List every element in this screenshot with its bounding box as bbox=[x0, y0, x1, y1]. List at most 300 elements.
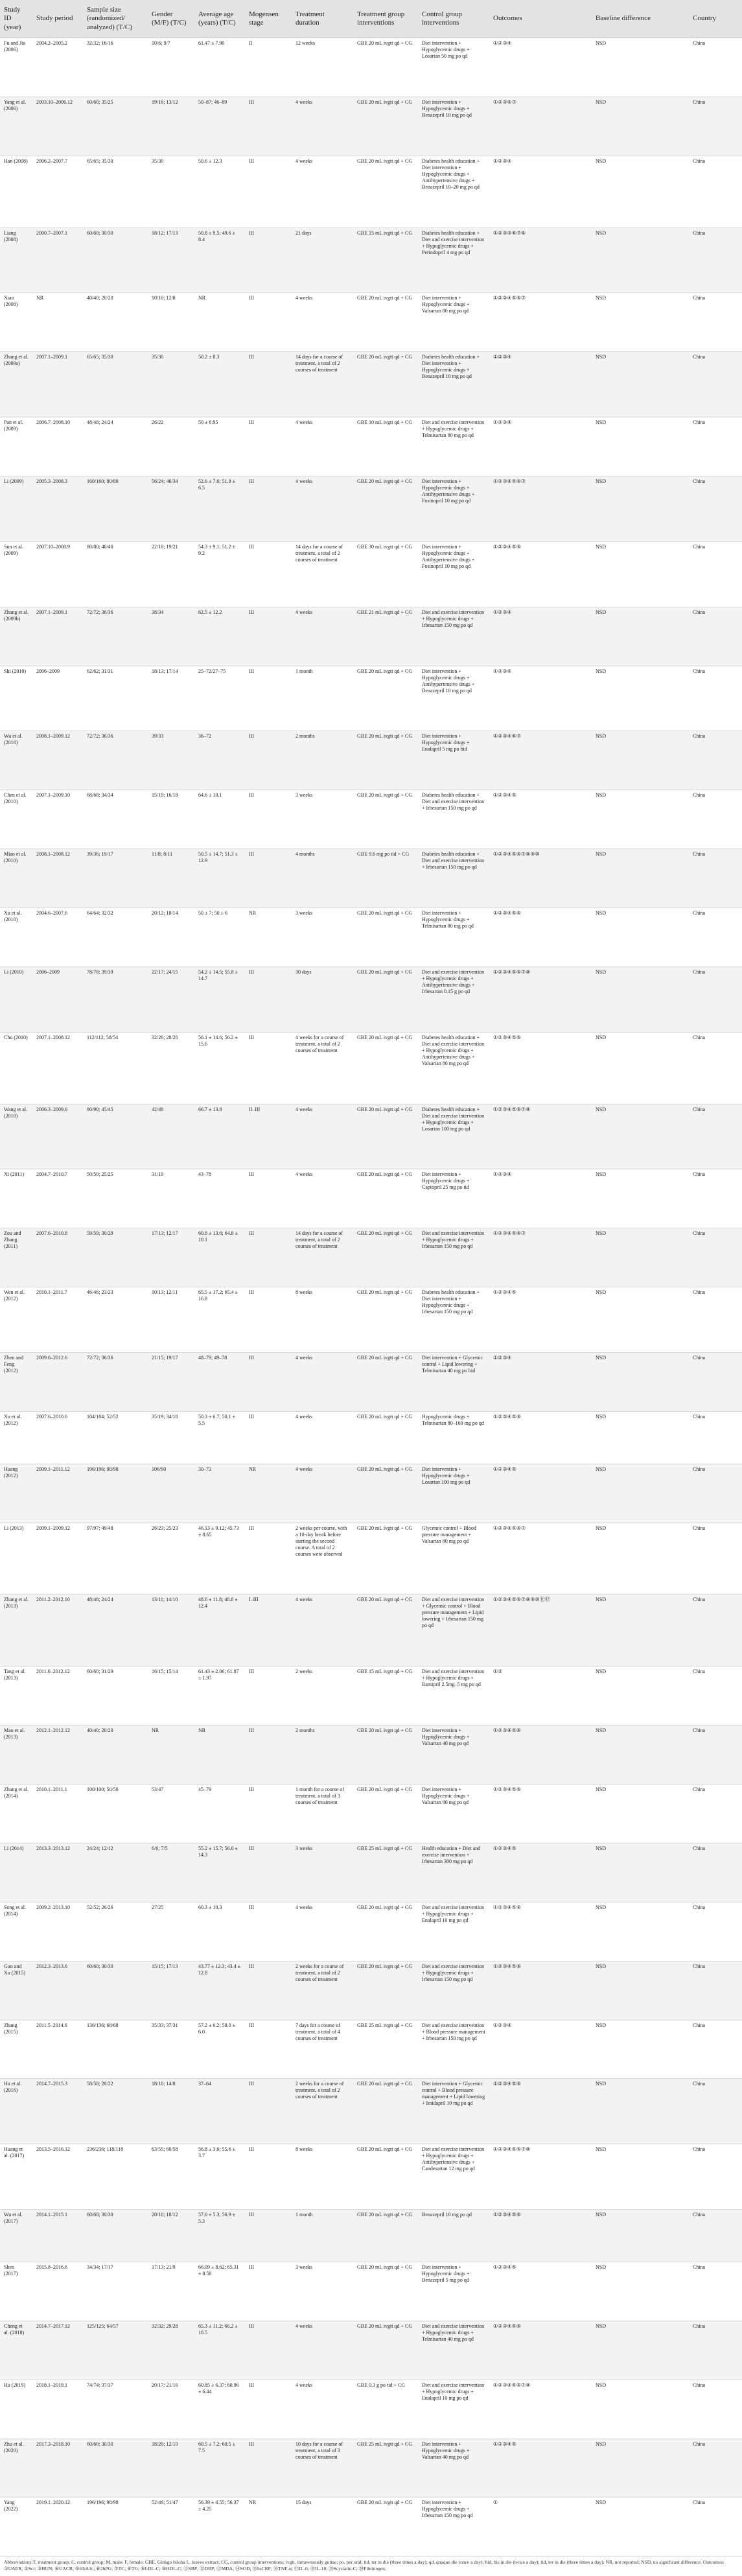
cell-sample-size: 80/80; 40/40 bbox=[83, 541, 148, 607]
table-row bbox=[0, 541, 742, 607]
cell-study-id: Shi (2010) bbox=[0, 666, 32, 731]
cell-study-period: 2004.2–2005.2 bbox=[32, 38, 83, 97]
cell-sample-size: 50/50; 25/25 bbox=[83, 1169, 148, 1228]
cell-study-id: Mao et al. (2013) bbox=[0, 1726, 32, 1785]
cell-average-age: 60.8 ± 13.6; 64.8 ± 10.1 bbox=[194, 1228, 245, 1287]
cell-gender: 22/17; 24/15 bbox=[148, 966, 194, 1032]
header-country: Country bbox=[689, 0, 742, 38]
cell-outcomes: ①②③④⑤⑥ bbox=[489, 2079, 592, 2144]
table-row bbox=[0, 1104, 742, 1169]
cell-control-group: Diet and exercise intervention + Hypoglycemic drugs + Enalapril 10 mg po qd bbox=[418, 1902, 489, 1961]
cell-sample-size: 72/72; 36/36 bbox=[83, 607, 148, 666]
cell-country: China bbox=[689, 1595, 742, 1667]
cell-treatment-group: GBE 20 mL ivgtt qd + CG bbox=[353, 2262, 418, 2321]
cell-mogensen-stage: III bbox=[245, 1353, 292, 1412]
cell-average-age: 61.43 ± 2.06; 61.87 ± 1.97 bbox=[194, 1667, 245, 1726]
cell-treatment-group: GBE 20 mL ivgtt qd + CG bbox=[353, 38, 418, 97]
table-row bbox=[0, 1726, 742, 1785]
table-row bbox=[0, 38, 742, 97]
cell-treatment-duration: 14 days for a course of treatment, a total of 2 courses of treatment bbox=[292, 1228, 353, 1287]
cell-control-group: Diet intervention + Hypoglycemic drugs + Benazepril 10 mg po qd bbox=[418, 97, 489, 156]
cell-study-period: 2004.6–2007.6 bbox=[32, 908, 83, 967]
cell-outcomes: ①②③④⑤⑥ bbox=[489, 1902, 592, 1961]
cell-treatment-group: GBE 21 mL ivgtt qd + CG bbox=[353, 607, 418, 666]
cell-control-group: Diabetes health education + Diet and exercise intervention + Irbesartan 150 mg po qd bbox=[418, 790, 489, 849]
cell-study-period: 2009.2–2013.10 bbox=[32, 1902, 83, 1961]
cell-control-group: Diet intervention + Hypoglycemic drugs + Telmisartan 80 mg po qd bbox=[418, 908, 489, 967]
cell-treatment-group: GBE 20 mL ivgtt qd + CG bbox=[353, 352, 418, 417]
cell-baseline-difference: NSD bbox=[592, 38, 689, 97]
cell-treatment-group: GBE 20 mL ivgtt qd + CG bbox=[353, 1104, 418, 1169]
table-row bbox=[0, 1353, 742, 1412]
cell-treatment-group: GBE 9.6 mg po tid + CG bbox=[353, 849, 418, 908]
cell-treatment-duration: 2 weeks bbox=[292, 1667, 353, 1726]
cell-control-group: Diet and exercise intervention + Hypoglycemic drugs + Ramipril 2.5mg–5 mg po qd bbox=[418, 1667, 489, 1726]
cell-outcomes: ①②③④ bbox=[489, 417, 592, 476]
cell-baseline-difference: NSD bbox=[592, 1353, 689, 1412]
cell-country: China bbox=[689, 849, 742, 908]
cell-country: China bbox=[689, 97, 742, 156]
cell-outcomes: ①②③④⑤⑥ bbox=[489, 1032, 592, 1104]
cell-baseline-difference: NSD bbox=[592, 790, 689, 849]
cell-control-group: Diet intervention + Hypoglycemic drugs + Losartan 100 mg po qd bbox=[418, 1464, 489, 1523]
cell-baseline-difference: NSD bbox=[592, 1464, 689, 1523]
cell-study-period: 2000.7–2007.1 bbox=[32, 228, 83, 293]
cell-study-id: Zhen and Feng (2012) bbox=[0, 1353, 32, 1412]
cell-control-group: Diet intervention + Hypoglycemic drugs + Enalapril 5 mg po bid bbox=[418, 731, 489, 790]
table-row bbox=[0, 966, 742, 1032]
cell-control-group: Diet and exercise intervention + Hypoglycemic drugs + Telmisartan 80 mg po qd bbox=[418, 417, 489, 476]
cell-average-age: 60.3 ± 10.3 bbox=[194, 1902, 245, 1961]
header-gender: Gender (M/F) (T/C) bbox=[148, 0, 194, 38]
cell-treatment-duration: 3 weeks bbox=[292, 908, 353, 967]
cell-treatment-duration: 15 days bbox=[292, 2498, 353, 2557]
cell-study-id: Xu et al. (2012) bbox=[0, 1411, 32, 1464]
cell-study-period: 2006.7–2008.10 bbox=[32, 417, 83, 476]
cell-country: China bbox=[689, 2210, 742, 2262]
cell-average-age: 50.8 ± 9.5; 49.6 ± 8.4 bbox=[194, 228, 245, 293]
cell-average-age: 50.6 ± 12.3 bbox=[194, 156, 245, 228]
cell-sample-size: 48/48; 24/24 bbox=[83, 417, 148, 476]
cell-control-group: Diet and exercise intervention + Hypoglycemic drugs + Irbesartan 150 mg po qd bbox=[418, 1228, 489, 1287]
cell-study-period: 2007.10–2008.9 bbox=[32, 541, 83, 607]
table-row bbox=[0, 1785, 742, 1844]
cell-study-id: Zhang (2015) bbox=[0, 2020, 32, 2079]
cell-average-age: 55.2 ± 15.7; 56.0 ± 14.3 bbox=[194, 1843, 245, 1902]
cell-baseline-difference: NSD bbox=[592, 1104, 689, 1169]
cell-sample-size: 60/60; 30/30 bbox=[83, 2210, 148, 2262]
cell-country: China bbox=[689, 908, 742, 967]
cell-study-period: 2003.10–2006.12 bbox=[32, 97, 83, 156]
cell-baseline-difference: NSD bbox=[592, 731, 689, 790]
table-row bbox=[0, 1032, 742, 1104]
cell-baseline-difference: NSD bbox=[592, 666, 689, 731]
cell-sample-size: 39/36; 19/17 bbox=[83, 849, 148, 908]
cell-treatment-duration: 1 month bbox=[292, 666, 353, 731]
cell-outcomes: ①②③⑥⑦ bbox=[489, 97, 592, 156]
cell-study-period: 2006–2009 bbox=[32, 966, 83, 1032]
cell-study-id: Zhang et al. (2009b) bbox=[0, 607, 32, 666]
cell-average-age: 54.2 ± 14.5; 55.8 ± 14.7 bbox=[194, 966, 245, 1032]
cell-outcomes: ①②③④⑤⑥ bbox=[489, 1411, 592, 1464]
cell-gender: 18/10; 14/8 bbox=[148, 2079, 194, 2144]
cell-baseline-difference: NSD bbox=[592, 1411, 689, 1464]
cell-treatment-duration: 14 days for a course of treatment, a total of 2 courses of treatment bbox=[292, 352, 353, 417]
cell-baseline-difference: NSD bbox=[592, 1785, 689, 1844]
cell-study-period: 2008.1–2009.12 bbox=[32, 731, 83, 790]
cell-gender: 18/13; 17/14 bbox=[148, 666, 194, 731]
cell-study-period: 2014.7–2017.12 bbox=[32, 2321, 83, 2380]
cell-average-age: 43.77 ± 12.3; 43.4 ± 12.8 bbox=[194, 1961, 245, 2020]
cell-sample-size: 196/196; 98/98 bbox=[83, 2498, 148, 2557]
cell-study-period: 2011.6–2012.12 bbox=[32, 1667, 83, 1726]
cell-baseline-difference: NSD bbox=[592, 849, 689, 908]
cell-treatment-duration: 14 days for a course of treatment, a total of 2 courses of treatment bbox=[292, 541, 353, 607]
table-row bbox=[0, 2210, 742, 2262]
cell-sample-size: 104/104; 52/52 bbox=[83, 1411, 148, 1464]
header-outcomes: Outcomes bbox=[489, 0, 592, 38]
cell-outcomes: ①②③④ bbox=[489, 1353, 592, 1412]
cell-country: China bbox=[689, 2321, 742, 2380]
cell-average-age: 48–79; 49–78 bbox=[194, 1353, 245, 1412]
cell-gender: 106/90 bbox=[148, 1464, 194, 1523]
cell-control-group: Diet intervention + Glycemic control + Blood pressure management + Lipid lowering + Imidapril 10 mg po qd bbox=[418, 2079, 489, 2144]
table-row bbox=[0, 1523, 742, 1595]
cell-study-period: 2012.1–2012.12 bbox=[32, 1726, 83, 1785]
cell-country: China bbox=[689, 1961, 742, 2020]
cell-outcomes: ① bbox=[489, 2498, 592, 2557]
cell-country: China bbox=[689, 293, 742, 352]
cell-gender: 10/6; 9/7 bbox=[148, 38, 194, 97]
cell-treatment-group: GBE 20 mL ivgtt qd + CG bbox=[353, 1726, 418, 1785]
cell-treatment-group: GBE 20 mL ivgtt qd + CG bbox=[353, 1032, 418, 1104]
cell-mogensen-stage: III bbox=[245, 1785, 292, 1844]
cell-sample-size: 72/72; 36/36 bbox=[83, 731, 148, 790]
cell-study-id: Zou and Zhang (2011) bbox=[0, 1228, 32, 1287]
cell-treatment-group: GBE 20 mL ivgtt qd + CG bbox=[353, 2079, 418, 2144]
cell-treatment-group: GBE 20 mL ivgtt qd + CG bbox=[353, 1287, 418, 1353]
cell-treatment-duration: 8 weeks bbox=[292, 2144, 353, 2210]
cell-baseline-difference: NSD bbox=[592, 2079, 689, 2144]
cell-average-age: 48.6 ± 11.8; 48.8 ± 12.4 bbox=[194, 1595, 245, 1667]
cell-control-group: Glycemic control + Blood pressure management + Valsartan 80 mg po qd bbox=[418, 1523, 489, 1595]
cell-average-age: 50 ± 8.95 bbox=[194, 417, 245, 476]
cell-mogensen-stage: NR bbox=[245, 2498, 292, 2557]
cell-study-id: Xi (2011) bbox=[0, 1169, 32, 1228]
cell-sample-size: 112/112; 58/54 bbox=[83, 1032, 148, 1104]
cell-average-age: NR bbox=[194, 293, 245, 352]
cell-average-age: 56.39 ± 4.55; 56.37 ± 4.25 bbox=[194, 2498, 245, 2557]
cell-study-period: 2006–2009 bbox=[32, 666, 83, 731]
cell-baseline-difference: NSD bbox=[592, 1726, 689, 1785]
cell-sample-size: 60/60; 30/30 bbox=[83, 1961, 148, 2020]
cell-country: China bbox=[689, 2439, 742, 2498]
cell-treatment-duration: 2 months bbox=[292, 1726, 353, 1785]
cell-gender: 6/6; 7/5 bbox=[148, 1843, 194, 1902]
cell-study-period: 2013.5–2016.12 bbox=[32, 2144, 83, 2210]
table-row bbox=[0, 1228, 742, 1287]
cell-treatment-duration: 4 weeks bbox=[292, 293, 353, 352]
table-row bbox=[0, 156, 742, 228]
cell-country: China bbox=[689, 1785, 742, 1844]
cell-mogensen-stage: III bbox=[245, 2439, 292, 2498]
cell-baseline-difference: NSD bbox=[592, 2498, 689, 2557]
cell-outcomes: ①② bbox=[489, 1667, 592, 1726]
cell-country: China bbox=[689, 1169, 742, 1228]
cell-study-id: Tang et al. (2013) bbox=[0, 1667, 32, 1726]
cell-mogensen-stage: III bbox=[245, 607, 292, 666]
cell-sample-size: 65/65; 35/30 bbox=[83, 156, 148, 228]
cell-treatment-group: GBE 20 mL ivgtt qd + CG bbox=[353, 2498, 418, 2557]
cell-gender: 63/55; 60/58 bbox=[148, 2144, 194, 2210]
cell-treatment-duration: 4 weeks bbox=[292, 1464, 353, 1523]
cell-study-id: Huang et al. (2017) bbox=[0, 2144, 32, 2210]
cell-treatment-group: GBE 20 mL ivgtt qd + CG bbox=[353, 908, 418, 967]
cell-mogensen-stage: III bbox=[245, 966, 292, 1032]
cell-control-group: Diet intervention + Hypoglycemic drugs + Valsartan 80 mg po qd bbox=[418, 293, 489, 352]
cell-country: China bbox=[689, 1411, 742, 1464]
cell-sample-size: 90/90; 45/45 bbox=[83, 1104, 148, 1169]
cell-study-period: 2011.2–2012.10 bbox=[32, 1595, 83, 1667]
cell-gender: 15/15; 17/13 bbox=[148, 1961, 194, 2020]
cell-average-age: 43–78 bbox=[194, 1169, 245, 1228]
cell-sample-size: 160/160; 80/80 bbox=[83, 476, 148, 542]
cell-mogensen-stage: III bbox=[245, 2079, 292, 2144]
cell-country: China bbox=[689, 2262, 742, 2321]
cell-mogensen-stage: III bbox=[245, 1287, 292, 1353]
cell-mogensen-stage: III bbox=[245, 476, 292, 542]
cell-average-age: 36–72 bbox=[194, 731, 245, 790]
cell-gender: 56/24; 46/34 bbox=[148, 476, 194, 542]
cell-study-id: Hu (2019) bbox=[0, 2380, 32, 2439]
cell-outcomes: ①②③④⑤⑥ bbox=[489, 2210, 592, 2262]
cell-average-age: 57.6 ± 5.3; 56.9 ± 5.3 bbox=[194, 2210, 245, 2262]
cell-mogensen-stage: III bbox=[245, 849, 292, 908]
cell-study-id: Huang (2012) bbox=[0, 1464, 32, 1523]
cell-treatment-group: GBE 25 mL ivgtt qd + CG bbox=[353, 1843, 418, 1902]
cell-treatment-group: GBE 20 mL ivgtt qd + CG bbox=[353, 293, 418, 352]
cell-study-period: 2004.7–2010.7 bbox=[32, 1169, 83, 1228]
table-row bbox=[0, 1411, 742, 1464]
cell-treatment-group: GBE 20 mL ivgtt qd + CG bbox=[353, 966, 418, 1032]
cell-study-id: Song et al. (2014) bbox=[0, 1902, 32, 1961]
cell-baseline-difference: NSD bbox=[592, 2262, 689, 2321]
cell-average-age: 46.13 ± 9.12; 45.73 ± 8.65 bbox=[194, 1523, 245, 1595]
table-row bbox=[0, 1595, 742, 1667]
cell-treatment-group: GBE 30 mL ivgtt qd + CG bbox=[353, 541, 418, 607]
cell-study-id: Li (2010) bbox=[0, 966, 32, 1032]
cell-gender: 35/30 bbox=[148, 352, 194, 417]
cell-control-group: Diet intervention + Hypoglycemic drugs + Valsartan 40 mg po qd bbox=[418, 2439, 489, 2498]
cell-country: China bbox=[689, 1464, 742, 1523]
cell-outcomes: ①②③④⑤⑥⑦⑧ bbox=[489, 2144, 592, 2210]
cell-treatment-duration: 4 weeks bbox=[292, 2380, 353, 2439]
cell-study-period: 2005.3–2008.3 bbox=[32, 476, 83, 542]
cell-study-id: Zhang et al. (2009a) bbox=[0, 352, 32, 417]
cell-average-age: 45–79 bbox=[194, 1785, 245, 1844]
cell-average-age: 61.47 ± 7.90 bbox=[194, 38, 245, 97]
cell-control-group: Diet and exercise intervention + Hypoglycemic drugs + Antihypertensive drugs + Candesartan 12 mg po qd bbox=[418, 2144, 489, 2210]
cell-sample-size: 60/60; 30/30 bbox=[83, 2439, 148, 2498]
cell-average-age: 52.6 ± 7.6; 51.8 ± 6.5 bbox=[194, 476, 245, 542]
cell-treatment-duration: 4 weeks bbox=[292, 156, 353, 228]
cell-treatment-duration: 4 weeks bbox=[292, 1411, 353, 1464]
cell-study-id: Zhu et al. (2020) bbox=[0, 2439, 32, 2498]
cell-mogensen-stage: III bbox=[245, 2380, 292, 2439]
cell-treatment-duration: 4 weeks for a course of treatment, a total of 2 courses of treatment bbox=[292, 1032, 353, 1104]
cell-study-id: Chen et al. (2010) bbox=[0, 790, 32, 849]
cell-outcomes: ①②③⑤⑥⑦⑧ bbox=[489, 228, 592, 293]
cell-outcomes: ①②③④⑤⑥⑦⑧ bbox=[489, 2380, 592, 2439]
cell-outcomes: ①②③④⑤⑥ bbox=[489, 2321, 592, 2380]
cell-sample-size: 48/48; 24/24 bbox=[83, 1595, 148, 1667]
cell-sample-size: 60/60; 30/30 bbox=[83, 228, 148, 293]
cell-gender: 20/12; 18/14 bbox=[148, 908, 194, 967]
cell-country: China bbox=[689, 790, 742, 849]
cell-study-period: 2007.6–2010.6 bbox=[32, 1411, 83, 1464]
cell-control-group: Diabetes health education + Diet and exercise intervention + Hypoglycemic drugs + Perindopril 4 mg po qd bbox=[418, 228, 489, 293]
cell-treatment-duration: 30 days bbox=[292, 966, 353, 1032]
cell-study-id: Xu et al. (2010) bbox=[0, 908, 32, 967]
table-row bbox=[0, 228, 742, 293]
cell-average-age: NR bbox=[194, 1726, 245, 1785]
cell-mogensen-stage: NR bbox=[245, 1464, 292, 1523]
cell-study-id: Zhang et al. (2014) bbox=[0, 1785, 32, 1844]
cell-treatment-group: GBE 20 mL ivgtt qd + CG bbox=[353, 666, 418, 731]
header-control-group: Control group interventions bbox=[418, 0, 489, 38]
cell-study-period: 2011.5–2014.6 bbox=[32, 2020, 83, 2079]
cell-treatment-duration: 4 weeks bbox=[292, 1104, 353, 1169]
header-baseline-difference: Baseline difference bbox=[592, 0, 689, 38]
cell-sample-size: 24/24; 12/12 bbox=[83, 1843, 148, 1902]
cell-treatment-group: GBE 20 mL ivgtt qd + CG bbox=[353, 97, 418, 156]
cell-baseline-difference: NSD bbox=[592, 2380, 689, 2439]
cell-average-age: 25–72/27–75 bbox=[194, 666, 245, 731]
cell-gender: 20/17; 21/16 bbox=[148, 2380, 194, 2439]
cell-control-group: Diet intervention + Hypoglycemic drugs + Captopril 25 mg po tid bbox=[418, 1169, 489, 1228]
cell-study-period: 2007.1–2009.10 bbox=[32, 790, 83, 849]
cell-study-period: 2007.6–2010.8 bbox=[32, 1228, 83, 1287]
cell-mogensen-stage: III bbox=[245, 2210, 292, 2262]
cell-treatment-group: GBE 20 mL ivgtt qd + CG bbox=[353, 1523, 418, 1595]
cell-study-id: Sun et al. (2009) bbox=[0, 541, 32, 607]
cell-mogensen-stage: III bbox=[245, 2262, 292, 2321]
cell-treatment-duration: 1 month for a course of treatment, a total of 3 courses of treatment bbox=[292, 1785, 353, 1844]
cell-sample-size: 59/59; 30/29 bbox=[83, 1228, 148, 1287]
cell-baseline-difference: NSD bbox=[592, 2321, 689, 2380]
cell-study-id: Han (2008) bbox=[0, 156, 32, 228]
cell-outcomes: ①②③④⑤⑥ bbox=[489, 908, 592, 967]
cell-mogensen-stage: III bbox=[245, 1726, 292, 1785]
cell-sample-size: 34/34; 17/17 bbox=[83, 2262, 148, 2321]
cell-treatment-group: GBE 20 mL ivgtt qd + CG bbox=[353, 476, 418, 542]
cell-gender: 26/22 bbox=[148, 417, 194, 476]
cell-baseline-difference: NSD bbox=[592, 228, 689, 293]
cell-country: China bbox=[689, 966, 742, 1032]
cell-outcomes: ①②③④ bbox=[489, 352, 592, 417]
cell-control-group: Diet and exercise intervention + Hypoglycemic drugs + Antihypertensive drugs + Irbesartan 0.15 g po qd bbox=[418, 966, 489, 1032]
cell-study-period: 2006.3–2009.6 bbox=[32, 1104, 83, 1169]
table-row bbox=[0, 1287, 742, 1353]
cell-control-group: Diabetes health education + Diet intervention + Hypoglycemic drugs + Irbesartan 150 mg po qd bbox=[418, 1287, 489, 1353]
cell-mogensen-stage: III bbox=[245, 97, 292, 156]
table-row bbox=[0, 352, 742, 417]
cell-gender: 32/32; 29/28 bbox=[148, 2321, 194, 2380]
cell-gender: 18/12; 17/13 bbox=[148, 228, 194, 293]
cell-study-period: 2010.1–2011.1 bbox=[32, 1785, 83, 1844]
cell-mogensen-stage: III bbox=[245, 1411, 292, 1464]
cell-sample-size: 236/236; 118/118 bbox=[83, 2144, 148, 2210]
cell-study-id: Li (2014) bbox=[0, 1843, 32, 1902]
cell-study-period: 2008.1–2008.12 bbox=[32, 849, 83, 908]
cell-baseline-difference: NSD bbox=[592, 1523, 689, 1595]
cell-mogensen-stage: III bbox=[245, 293, 292, 352]
cell-treatment-group: GBE 20 mL ivgtt qd + CG bbox=[353, 1228, 418, 1287]
cell-average-age: 37–64 bbox=[194, 2079, 245, 2144]
cell-outcomes: ①②③④ bbox=[489, 156, 592, 228]
cell-treatment-duration: 4 weeks bbox=[292, 607, 353, 666]
cell-average-age: 50–87; 46–89 bbox=[194, 97, 245, 156]
cell-gender: 13/11; 14/10 bbox=[148, 1595, 194, 1667]
cell-gender: 20/10; 18/12 bbox=[148, 2210, 194, 2262]
cell-sample-size: 40/40; 20/20 bbox=[83, 293, 148, 352]
cell-country: China bbox=[689, 2498, 742, 2557]
cell-mogensen-stage: III bbox=[245, 731, 292, 790]
cell-study-id: Yang (2022) bbox=[0, 2498, 32, 2557]
cell-study-id: Shen (2017) bbox=[0, 2262, 32, 2321]
cell-treatment-duration: 10 days for a course of treatment, a total of 3 courses of treatment bbox=[292, 2439, 353, 2498]
cell-baseline-difference: NSD bbox=[592, 97, 689, 156]
cell-mogensen-stage: III bbox=[245, 1228, 292, 1287]
cell-sample-size: 196/196; 98/98 bbox=[83, 1464, 148, 1523]
cell-outcomes: ①②③④⑤ bbox=[489, 1287, 592, 1353]
cell-study-id: Fu and Jia (2006) bbox=[0, 38, 32, 97]
cell-gender: 35/19; 34/18 bbox=[148, 1411, 194, 1464]
cell-control-group: Diet intervention + Hypoglycemic drugs + Antihypertensive drugs + Fosinopril 10 mg po qd bbox=[418, 541, 489, 607]
cell-control-group: Diet and exercise intervention + Hypoglycemic drugs + Irbesartan 150 mg po qd bbox=[418, 1961, 489, 2020]
cell-gender: 17/13; 21/9 bbox=[148, 2262, 194, 2321]
cell-sample-size: 72/72; 36/36 bbox=[83, 1353, 148, 1412]
cell-average-age: 50 ± 7; 50 ± 6 bbox=[194, 908, 245, 967]
cell-control-group: Hypoglycemic drugs + Telmisartan 80–160 mg po qd bbox=[418, 1411, 489, 1464]
cell-gender: 35/33; 37/31 bbox=[148, 2020, 194, 2079]
cell-baseline-difference: NSD bbox=[592, 2210, 689, 2262]
cell-baseline-difference: NSD bbox=[592, 966, 689, 1032]
table-row bbox=[0, 1667, 742, 1726]
cell-sample-size: 52/52; 26/26 bbox=[83, 1902, 148, 1961]
cell-outcomes: ①②③④⑤⑥ bbox=[489, 1726, 592, 1785]
cell-treatment-group: GBE 20 mL ivgtt qd + CG bbox=[353, 2321, 418, 2380]
cell-treatment-group: GBE 20 mL ivgtt qd + CG bbox=[353, 1785, 418, 1844]
cell-gender: 16/15; 15/14 bbox=[148, 1667, 194, 1726]
cell-study-id: Wu et al. (2010) bbox=[0, 731, 32, 790]
cell-average-age: 66.09 ± 8.62; 65.31 ± 8.58 bbox=[194, 2262, 245, 2321]
cell-country: China bbox=[689, 228, 742, 293]
cell-sample-size: 68/68; 34/34 bbox=[83, 790, 148, 849]
cell-outcomes: ①②③④ bbox=[489, 2020, 592, 2079]
cell-treatment-group: GBE 20 mL ivgtt qd + CG bbox=[353, 1961, 418, 2020]
cell-treatment-duration: 4 weeks bbox=[292, 97, 353, 156]
cell-study-period: 2010.1–2011.7 bbox=[32, 1287, 83, 1353]
cell-country: China bbox=[689, 2020, 742, 2079]
cell-country: China bbox=[689, 1353, 742, 1412]
cell-average-age: 56.8 ± 3.6; 55.6 ± 3.7 bbox=[194, 2144, 245, 2210]
cell-sample-size: 74/74; 37/37 bbox=[83, 2380, 148, 2439]
cell-average-age: 50.2 ± 8.3 bbox=[194, 352, 245, 417]
cell-treatment-group: GBE 20 mL ivgtt qd + CG bbox=[353, 1595, 418, 1667]
cell-study-id: Pan et al. (2009) bbox=[0, 417, 32, 476]
cell-treatment-group: GBE 25 mL ivgtt qd + CG bbox=[353, 2439, 418, 2498]
